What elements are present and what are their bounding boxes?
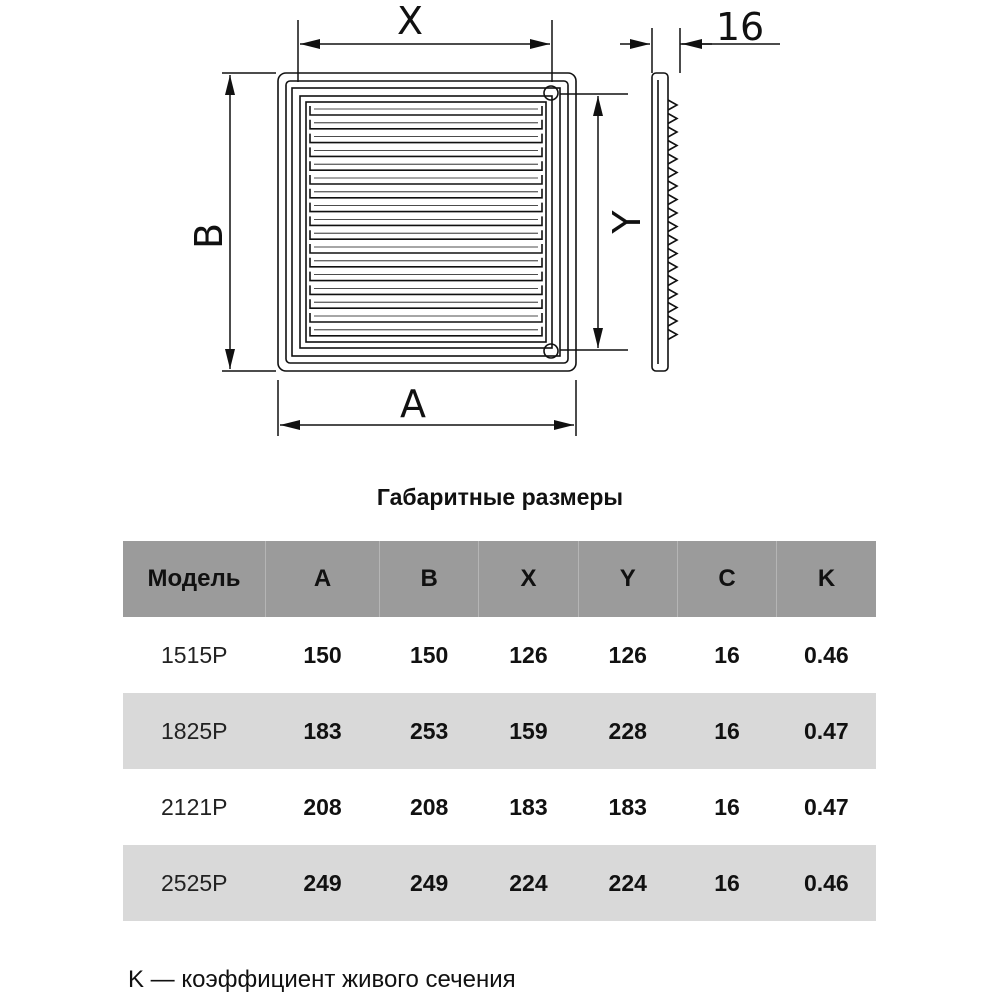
dimensions-table (123, 541, 876, 921)
table-row (123, 845, 876, 921)
louver-slat (310, 299, 542, 308)
side-tooth (668, 316, 677, 326)
header-b: B (380, 541, 479, 617)
side-tooth (668, 168, 677, 178)
cell-c: 16 (677, 845, 776, 921)
cell-model: 2121P (160, 793, 228, 820)
header-model: Модель (123, 541, 266, 617)
louver-slat (310, 175, 542, 184)
louver-slat (310, 189, 542, 198)
side-tooth (668, 303, 677, 313)
cell-model: 1825P (123, 693, 266, 769)
header-y: Y (578, 541, 677, 617)
label-y: Y (605, 210, 649, 234)
cell-x: 159 (479, 693, 578, 769)
louver-slat (310, 327, 542, 336)
side-tooth (668, 249, 677, 259)
side-tooth (668, 114, 677, 124)
cell-c: 16 (677, 693, 776, 769)
cell-model: 1515P (160, 641, 228, 668)
label-depth: 16 (715, 5, 765, 49)
grille-dimension-drawing (0, 0, 1000, 470)
table-row (123, 617, 876, 693)
cell-b: 249 (380, 845, 479, 921)
louver-slat (310, 203, 542, 212)
label-a: A (400, 382, 426, 426)
side-tooth (668, 208, 677, 218)
louver-slat (310, 120, 542, 129)
header-c: C (677, 541, 776, 617)
cell-x: 224 (479, 845, 578, 921)
side-tooth (668, 330, 677, 340)
grille-side-view (652, 73, 677, 371)
side-tooth (668, 100, 677, 110)
cell-y: 126 (608, 641, 647, 668)
louver-slat (310, 106, 542, 115)
side-tooth (668, 127, 677, 137)
side-louver-teeth (668, 100, 677, 340)
cell-x: 183 (509, 793, 548, 820)
louver-slat (310, 313, 542, 322)
header-a: A (266, 541, 380, 617)
side-tooth (668, 181, 677, 191)
label-b: B (187, 222, 231, 250)
side-tooth (668, 195, 677, 205)
side-tooth (668, 276, 677, 286)
louver-slat (310, 285, 542, 294)
cell-k: 0.47 (803, 793, 849, 820)
cell-y: 224 (578, 845, 677, 921)
louver-slat (310, 258, 542, 267)
louver-slats (310, 106, 542, 336)
louver-slat (310, 216, 542, 225)
louver-slat (310, 161, 542, 170)
table-row (123, 693, 876, 769)
louver-slat (310, 134, 542, 143)
header-x: X (479, 541, 578, 617)
cell-b: 208 (409, 793, 449, 820)
louver-slat (310, 230, 542, 239)
louver-slat (310, 147, 542, 156)
table-header-row (123, 541, 876, 617)
side-tooth (668, 154, 677, 164)
cell-a: 150 (303, 641, 342, 668)
cell-a: 183 (266, 693, 380, 769)
label-x: X (396, 0, 424, 43)
cell-y: 183 (608, 793, 647, 820)
cell-c: 16 (714, 641, 740, 668)
cell-c: 16 (714, 793, 740, 820)
side-tooth (668, 289, 677, 299)
cell-k: 0.47 (777, 693, 876, 769)
cell-y: 228 (578, 693, 677, 769)
cell-a: 208 (303, 793, 342, 820)
cell-k: 0.46 (803, 641, 849, 668)
cell-b: 150 (409, 641, 449, 668)
side-tooth (668, 235, 677, 245)
cell-b: 253 (380, 693, 479, 769)
cell-model: 2525P (123, 845, 266, 921)
louver-slat (310, 272, 542, 281)
section-title: Габаритные размеры (376, 484, 624, 510)
grille-front-view (278, 73, 576, 371)
cell-k: 0.46 (777, 845, 876, 921)
cell-x: 126 (509, 641, 548, 668)
side-tooth (668, 262, 677, 272)
header-k: K (777, 541, 876, 617)
louver-slat (310, 244, 542, 253)
footnote: K — коэффициент живого сечения (128, 966, 516, 993)
side-tooth (668, 141, 677, 151)
side-tooth (668, 222, 677, 232)
table-row (123, 769, 876, 845)
cell-a: 249 (266, 845, 380, 921)
